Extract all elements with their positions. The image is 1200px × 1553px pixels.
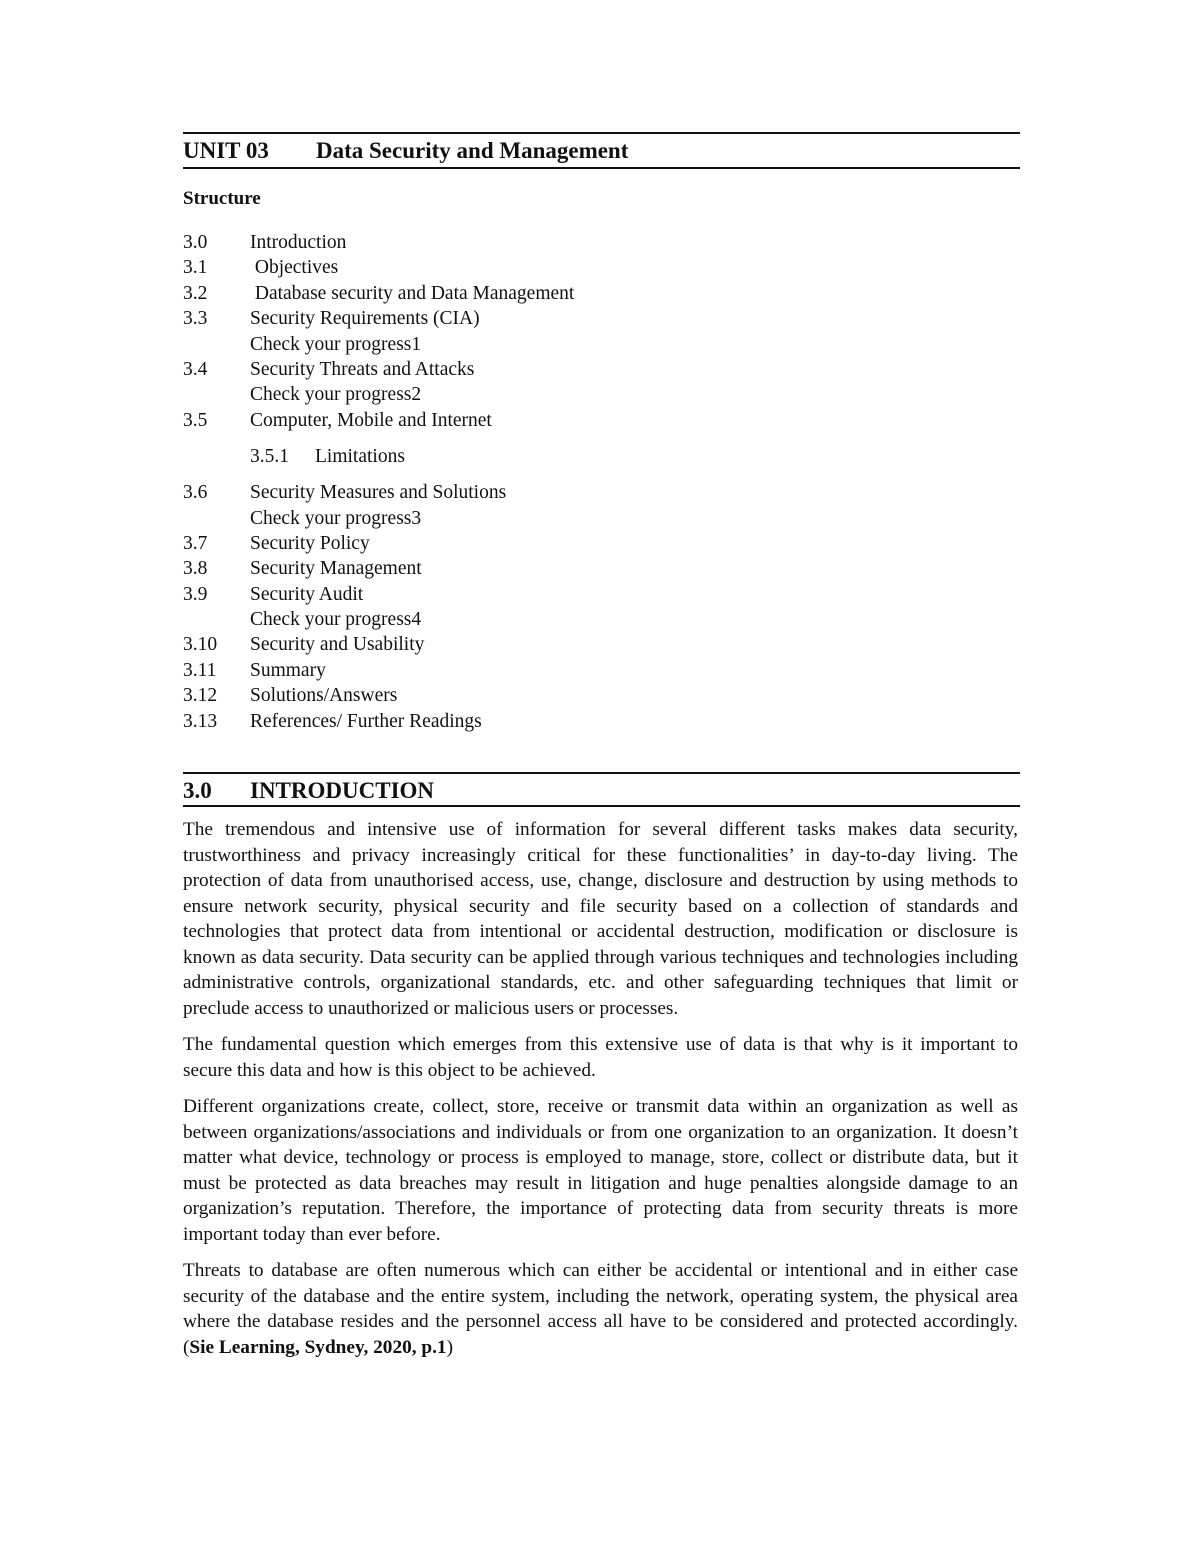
toc-item [183,281,1020,306]
toc-subitem [183,433,1020,480]
toc-number: 3.0 [183,232,208,253]
toc-number: 3.12 [183,685,218,707]
toc-title: Check your progress4 [250,609,422,631]
toc-title: Introduction [250,232,347,253]
section-number: 3.0 [183,778,212,803]
table-of-contents [183,230,1020,734]
toc-number: 3.2 [183,282,208,304]
top-rule [183,132,1020,134]
toc-number: 3.5 [183,409,208,431]
citation-open: ( [183,1336,190,1358]
toc-title: Security Measures and Solutions [250,482,507,504]
toc-item [183,582,1020,607]
unit-header [183,138,1020,166]
intro-underline-rule [183,805,1020,807]
toc-title: Security Management [250,558,422,580]
paragraph: Different organizations create, collect, store, receive or transmit data within an organization as well as between organizations/associations and individuals or from one organization to an organization. It doesn’t matter what device, technology or process is employed to manage, store, collect or distribute data, but it must be protected as data breaches may result in litigation and huge penalties alongside damage to an organization’s reputation. Therefore, the importance of protecting data from security threats is more important today than ever before. [183,1096,1018,1245]
toc-number: 3.4 [183,358,208,380]
toc-number: 3.10 [183,634,218,656]
toc-item [183,332,1020,357]
toc-number: 3.3 [183,308,208,330]
section-title: INTRODUCTION [250,778,435,803]
toc-number: 3.1 [183,257,208,279]
toc-number: 3.8 [183,558,208,580]
toc-title: Security and Usability [250,634,425,656]
toc-title: Computer, Mobile and Internet [250,409,492,431]
toc-title: Security Audit [250,583,364,605]
toc-item [183,408,1020,433]
introduction-heading [183,778,1020,806]
toc-item [183,607,1020,632]
toc-title: Security Threats and Attacks [250,358,475,380]
toc-subtitle: Limitations [315,446,405,468]
toc-title: Solutions/Answers [250,685,398,707]
toc-title: Database security and Data Management [250,282,575,304]
toc-item [183,230,1020,255]
intro-top-rule [183,772,1020,774]
toc-title: Check your progress3 [250,507,422,529]
unit-underline-rule [183,167,1020,169]
citation: Sie Learning, Sydney, 2020, p.1 [189,1336,447,1358]
citation-close: ) [446,1336,453,1358]
toc-item [183,556,1020,581]
paragraph: The fundamental question which emerges from this extensive use of data is that why is it important to secure this data and how is this object to be achieved. [183,1034,1018,1081]
toc-item [183,480,1020,505]
toc-title: References/ Further Readings [250,710,482,732]
toc-title: Objectives [250,257,339,279]
toc-title: Check your progress2 [250,384,422,406]
toc-title: Security Policy [250,532,370,554]
paragraph [183,1258,1018,1360]
toc-item [183,306,1020,331]
toc-title: Security Requirements (CIA) [250,308,480,330]
paragraph-text: Threats to database are often numerous which can either be accidental or intentional and in either case security of the database and the entire system, including the network, operating system, the physical area where the database resides and the personnel access all have to be considered and protected accordingly. [183,1260,1018,1332]
toc-number: 3.9 [183,583,208,605]
toc-item [183,531,1020,556]
toc-number: 3.13 [183,710,218,732]
unit-title: Data Security and Management [316,138,629,163]
toc-item [183,382,1020,407]
toc-title: Check your progress1 [250,333,422,355]
toc-subnumber: 3.5.1 [250,446,289,468]
toc-item [183,683,1020,708]
toc-item [183,632,1020,657]
toc-number: 3.7 [183,532,208,554]
unit-number: UNIT 03 [183,138,269,163]
toc-title: Summary [250,659,326,681]
paragraph: The tremendous and intensive use of information for several different tasks makes data security, trustworthiness and privacy increasingly critical for these functionalities’ in day-to-day living. The protection of data from unauthorised access, use, change, disclosure and destruction by using methods to ensure network security, physical security and file security based on a collection of standards and technologies that protect data from intentional or accidental destruction, modification or disclosure is known as data security. Data security can be applied through various techniques and technologies including administrative controls, organizational standards, etc. and other safeguarding techniques that limit or preclude access to unauthorized or malicious users or processes. [183,819,1018,1019]
toc-number: 3.6 [183,482,208,504]
toc-item [183,255,1020,280]
toc-number: 3.11 [183,659,217,681]
toc-item [183,357,1020,382]
structure-heading: Structure [183,188,261,209]
toc-item [183,506,1020,531]
introduction-body [183,817,1018,1371]
toc-item [183,709,1020,734]
toc-item [183,658,1020,683]
